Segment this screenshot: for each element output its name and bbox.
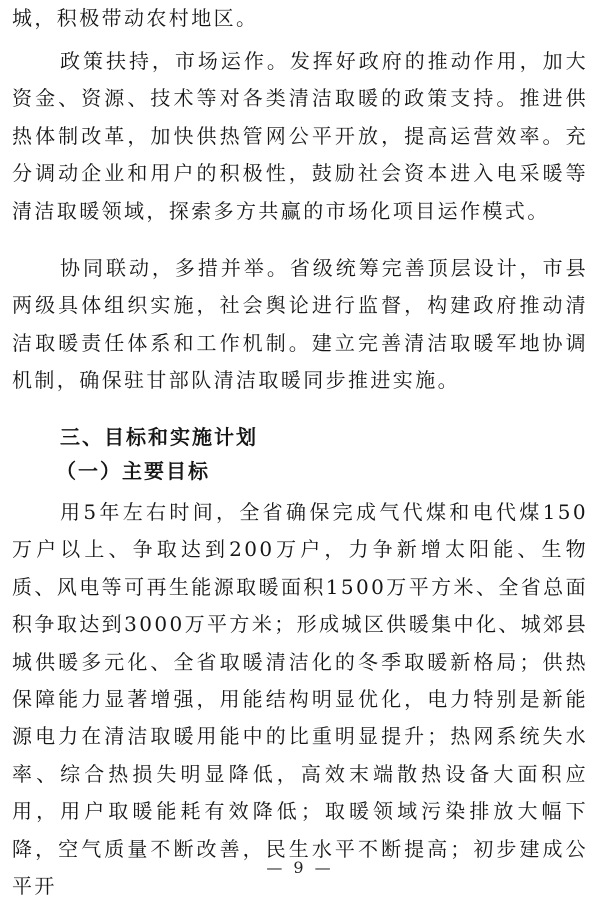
section-heading: 三、目标和实施计划 xyxy=(60,425,258,449)
paragraph-coordination: 协同联动，多措并举。省级统筹完善顶层设计，市县两级具体组织实施，社会舆论进行监督，构建政府推动清洁取暖责任体系和工作机制。建立完善清洁取暖军地协调机制，确保驻甘部队清洁取暖同步推进实施。 xyxy=(12,256,588,393)
paragraph-policy-support: 政策扶持，市场运作。发挥好政府的推动作用，加大资金、资源、技术等对各类清洁取暖的政策支持。推进供热体制改革，加快供热管网公平开放，提高运营效率。充分调动企业和用户的积极性，鼓励社会资本进入电采暖等清洁取暖领域，探索多方共赢的市场化项目运作模式。 xyxy=(12,49,588,223)
paragraph-main-targets: 用5年左右时间，全省确保完成气代煤和电代煤150万户以上、争取达到200万户，力争新增太阳能、生物质、风电等可再生能源取暖面积1500万平方米、全省总面积争取达到3000万平方米；形成城区供暖集中化、城郊县城供暖多元化、全省取暖清洁化的冬季取暖新格局；供热保障能力显著增强，用能结构明显优化，电力特别是新能源电力在清洁取暖用能中的比重明显提升；热网系统失水率、综合热损失明显降低，高效末端散热设备大面积应用，用户取暖能耗有效降低；取暖领域污染排放大幅下降，空气质量不断改善，民生水平不断提高；初步建成公平开 xyxy=(12,500,588,899)
paragraph-continuation: 城，积极带动农村地区。 xyxy=(12,6,259,30)
subsection-heading: （一）主要目标 xyxy=(56,459,210,483)
page-number: — 9 — xyxy=(266,858,334,877)
